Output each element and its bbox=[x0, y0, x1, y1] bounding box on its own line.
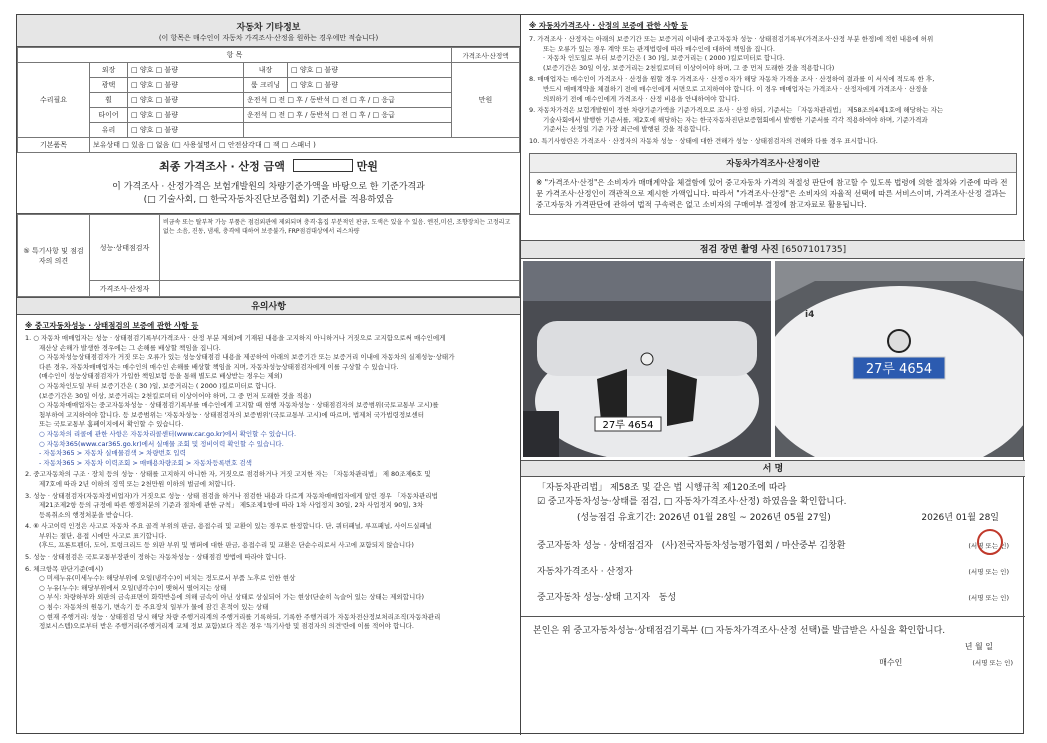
notice-line: ○ 부식: 차량하부와 외판의 금속표면이 화학반응에 의해 금속이 아닌 상태로 상실되어 가는 현상(단순히 녹슬어 있는 상태는 제외합니다) bbox=[39, 593, 425, 602]
notice-line: 3. 성능 · 상태점검자(자동차정비업자)가 거짓으로 성능 · 상태 점검을 하거나 점검한 내용과 다르게 자동차매매업자에게 알린 경우 「자동차관리법 bbox=[25, 491, 438, 500]
notice-line: 또는 국토교통부 홈페이지에서 확인할 수 있습니다. bbox=[39, 420, 184, 429]
right-column bbox=[521, 15, 1025, 735]
car-front-image bbox=[523, 261, 771, 457]
price-line1: 이 가격조사 · 산정가격은 보험개발원의 차량기준가액을 바탕으로 한 기준가격과 bbox=[112, 182, 425, 192]
row-check[interactable]: □ 양호 □ 불량 bbox=[128, 123, 244, 138]
notice-line: - 자동차365 > 자동차 이력조회 > 매매용차량조회 > 자동차등록번호 검색 bbox=[39, 458, 252, 467]
notice-line: ○ 누유(누수): 해당부위에서 오일(냉각수)이 맺혀서 떨어지는 상태 bbox=[39, 583, 227, 592]
notice-line: 정보시스템)으로부터 받은 주행거리(주행거리계 교체 정보 포함)보다 적은 경우 '특기사항 및 점검자의 의견'란에 이를 적어야 합니다. bbox=[39, 622, 414, 631]
other-info-subtitle: (이 항목은 매수인이 자동차 가격조사·산정을 원하는 경우에만 적습니다) bbox=[158, 34, 379, 42]
special-r2: 가격조사·산정자 bbox=[90, 281, 160, 297]
model-badge: i4 bbox=[805, 310, 815, 320]
notice-line: 7. 가격조사 · 산정자는 아래의 보증기간 또는 보증거리 이내에 중고자동차 성능 · 상태점검기록부(가격조사·산정 부분 한정)에 적힌 내용에 허위 bbox=[529, 35, 934, 43]
row-check[interactable]: □ 양호 □ 불량 bbox=[128, 93, 244, 108]
row-check[interactable]: 운전석 □ 전 □ 후 / 동반석 □ 전 □ 후 / □ 응급 bbox=[244, 108, 452, 123]
rear-photo bbox=[775, 261, 1023, 457]
notice-line: 5. 성능 · 상태점검은 국토교통부장관이 정하는 자동차성능 · 상태점검 방법에 따라야 합니다. bbox=[25, 553, 287, 562]
price-info-box bbox=[529, 153, 1017, 215]
other-info-title: 자동차 기타정보 bbox=[236, 23, 301, 33]
notice-line: 4. ⑥ 사고이력 인정은 사고로 자동차 주요 골격 부위의 판금, 용접수리 및 교환이 있는 경우로 한정합니다. 단, 쿼터패널, 루프패널, 사이드실패널 bbox=[25, 522, 432, 531]
photo-code: [6507101735] bbox=[781, 245, 847, 255]
sign-r3: 중고자동차 성능·상태 고지자 bbox=[537, 593, 650, 603]
notice-line: (보증기간은 30일 이상, 보증거리는 2천킬로미터 이상이어야 하며, 그 중 먼저 도래한 것을 적용) bbox=[39, 391, 312, 400]
notice-line: 첨부하여 고지하여야 합니다. 등 보증범위는 '자동차성능 · 상태점검자의 보증범위'(국토교통부 고시)에 따르며, 법제처 국가법령정보센터 bbox=[39, 410, 424, 419]
notice-line: 6. 체크항목 판단기준(예시) bbox=[25, 564, 104, 573]
col-item: 항 목 bbox=[18, 48, 452, 63]
notice-line: (매수인이 성능상태점검자가 가입한 책임보험 등을 통해 별도로 배상받는 경우는 제외) bbox=[39, 372, 283, 381]
row-label: 내장 bbox=[244, 63, 288, 78]
notice-line: 다른 경우, 자동차매매업자는 매수인의 매수인 손해를 배상할 책임을 지며, 자동차성능상태점검자에게 이를 구상할 수 있습니다. bbox=[39, 362, 399, 371]
sign-r3-value: 동성 bbox=[658, 593, 677, 603]
sign-title: 서 명 bbox=[521, 461, 1025, 477]
left-column bbox=[17, 15, 521, 735]
notice-line: ○ 자동차365(www.car365.go.kr)에서 실매물 조회 및 정비이력 확인할 수 있습니다. bbox=[39, 439, 284, 448]
row-label: 광택 bbox=[90, 78, 128, 93]
notice-line: ○ 자동차성능상태점검자가 거짓 또는 오류가 있는 성능상태점검 내용을 제공하여 아래의 보증기간 또는 보증거리 이내에 자동차의 실제성능·상태가 bbox=[39, 353, 455, 362]
sign-section bbox=[521, 477, 1025, 617]
basic-label: 기본품목 bbox=[18, 138, 90, 153]
notice-line: 제21조제2항 등의 규정에 따른 행정처분의 기준과 절차에 관한 규칙」 제5조제1항에 따라 1차 사업정지 30일, 2차 사업정지 90일, 3차 bbox=[39, 501, 424, 510]
notice-heading: ※ 중고자동차성능 · 상태점검의 보증에 관한 사항 등 bbox=[25, 321, 199, 330]
notice-line: - 자동차365 > 자동차 실매물검색 > 차량번호 입력 bbox=[39, 449, 186, 458]
price-info-text: ※ "가격조사·산정"은 소비자가 매매계약을 체결함에 있어 중고자동차 가격의 적절성 판단에 참고할 수 있도록 법령에 의한 절차와 기준에 따라 전문 가격조사·산정인이 객관적으로 제시한 가액입니다. 따라서 "가격조사·산정"은 소비자의 자율적 선택에 따른 서비스이며, 가격조사·산정 결과는 중고자동차 가격판단에 관하여 법적 구속력은 없고 소비자의 구매여부 결정에 참고자료로 활용됩니다. bbox=[536, 177, 1008, 209]
car-rear-image bbox=[775, 261, 1023, 457]
sign-r1: 중고자동차 성능 · 상태점검자 bbox=[537, 541, 653, 551]
notice-line: 의뢰하기 전에 매수인에게 가격조사 · 산정 비용을 안내하여야 합니다. bbox=[543, 94, 740, 103]
special-label: ⑤ 특기사항 및 점검자의 의견 bbox=[18, 215, 90, 297]
notice-line: ○ 미세누유(미세누수): 해당부위에 오일(냉각수)이 비치는 정도로서 부품 노후로 인한 현상 bbox=[39, 574, 296, 583]
sign-r3-sign: (서명 또는 인) bbox=[968, 594, 1009, 602]
sign-line2: ☑ 중고자동차성능·상태를 점검, □ 자동차가격조사·산정) 하였음을 확인합니다. bbox=[537, 497, 847, 507]
notice-line: ○ 자동차의 리콜에 관한 사항은 자동차리콜센터(www.car.go.kr)에서 확인할 수 있습니다. bbox=[39, 429, 297, 438]
photo-header bbox=[521, 241, 1025, 259]
price-line2: (□ 기술사회, □ 한국자동차진단보증협회) 기준서를 적용하였음 bbox=[143, 195, 394, 205]
notice-line: (보증기간은 30일 이상, 보증거리는 2천킬로미터 이상이어야 하며, 그 중 먼저 도래한 것을 적용합니다) bbox=[543, 63, 835, 72]
sign-r2-sign: (서명 또는 인) bbox=[968, 568, 1009, 576]
guarantee-section bbox=[521, 15, 1025, 241]
notice-line: 재산상 손해가 발생한 경우에는 그 손해를 배상할 책임을 집니다. bbox=[39, 343, 221, 352]
seal-stamp bbox=[977, 529, 1003, 555]
photo-title: 점검 장면 촬영 사진 bbox=[699, 245, 779, 255]
buyer-sign: (서명 또는 인) bbox=[972, 659, 1013, 667]
front-photo bbox=[523, 261, 771, 457]
notice-line: (후드, 프론트펜더, 도어, 트렁크리드 등 외판 부위 및 범퍼에 대한 판금, 용접수리 및 교환은 단순수리로서 사고에 포함되지 않습니다) bbox=[39, 541, 414, 550]
special-r1: 성능·상태점검자 bbox=[90, 215, 160, 281]
notice-line: 1. ○ 자동차 매매업자는 성능 · 상태점검기록부(가격조사 · 산정 부분 제외)에 기재된 내용을 고지하지 아니하거나 거짓으로 고지함으로써 매수인에게 bbox=[25, 334, 446, 342]
repair-label: 수리필요 bbox=[18, 63, 90, 138]
sign-r1-value: (사)전국자동차성능평가협회 / 마산중부 김창환 bbox=[661, 541, 846, 551]
notice-line: ○ 현재 주행거리: 성능 · 상태점검 당시 해당 차량 주행거리계의 주행거리를 기록하되, 기록한 주행거리가 자동차전산정보처리조직(자동차관리 bbox=[39, 612, 441, 621]
front-plate: 27루 4654 bbox=[602, 420, 654, 431]
notice-line: ○ 자동차매매업자는 중고자동차성능 · 상태점검기록부를 매수인에게 고지할 때 현행 자동차성능 · 상태점검자의 보증범위(국토교통부 고시)를 bbox=[39, 401, 439, 410]
sign-r1-sign: (서명 또는 인) bbox=[968, 542, 1009, 550]
notice-line: 9. 자동차가격은 보험개발원이 정한 차량기준가액을 기준가격으로 조사 · 산정 하되, 기준서는 「자동차관리법」 제58조의4제1호에 해당하는 자는 bbox=[529, 106, 944, 115]
sign-date: 2026년 01월 28일 bbox=[921, 513, 999, 523]
special-table bbox=[17, 214, 520, 297]
notice-line: 10. 특기사항란은 가격조사 · 산정자의 자동차 성능 · 상태에 대한 견해가 성능 · 상태점검자의 견해와 다를 경우 표시합니다. bbox=[529, 136, 878, 145]
price-unit: 만원 bbox=[356, 160, 378, 173]
sign-line1: 「자동차관리법」 제58조 및 같은 법 시행규칙 제120조에 따라 bbox=[537, 483, 787, 493]
notice-line: 기준서는 산정일 기준 가장 최근에 발행된 것을 적용합니다. bbox=[543, 125, 711, 134]
other-info-table bbox=[17, 47, 520, 153]
guarantee-list bbox=[529, 35, 1017, 147]
price-title: 최종 가격조사 · 산정 금액 bbox=[159, 160, 285, 173]
row-check[interactable]: □ 양호 □ 불량 bbox=[288, 78, 452, 93]
guarantee-heading: ※ 자동차가격조사 · 산정의 보증에 관한 사항 등 bbox=[529, 21, 688, 30]
basic-row[interactable]: 보유상태 □ 있음 □ 없음 (□ 사용설명서 □ 안전삼각대 □ 잭 □ 스패너 ) bbox=[90, 138, 520, 153]
notice-title: 유의사항 bbox=[17, 297, 520, 315]
row-check[interactable]: □ 양호 □ 불량 bbox=[128, 108, 244, 123]
notice-line: 또는 오류가 있는 경우 계약 또는 관계법령에 따라 매수인에 대하여 책임을 집니다. bbox=[543, 44, 776, 53]
notice-line: ○ 자동차인도일 부터 보증기간은 ( 30 )일, 보증거리는 ( 2000 )킬로미터로 합니다. bbox=[39, 381, 277, 390]
sign-r2: 자동차가격조사 · 산정자 bbox=[537, 567, 633, 577]
notice-line: 등록취소의 행정처분을 받습니다. bbox=[39, 510, 134, 519]
rear-plate: 27루 4654 bbox=[865, 362, 933, 377]
issue-ymd: 년 월 일 bbox=[964, 642, 993, 651]
notice-line: 기술사회에서 발행한 기준서를, 제2호에 해당하는 자는 한국자동차진단보증협회에서 발행한 기준서를 각각 적용하여야 하며, 기준가격과 bbox=[543, 115, 928, 124]
unit-label: 만원 bbox=[452, 63, 520, 138]
notice-line: 2. 중고자동차의 구조 · 장치 등의 성능 · 상태를 고지하지 아니한 자, 거짓으로 점검하거나 거짓 고지한 자는 「자동차관리법」 제 80조제6호 및 bbox=[25, 470, 431, 479]
col-price: 가격조사·산정액 bbox=[452, 48, 520, 63]
price-section bbox=[17, 153, 520, 214]
row-label: 룸 크리닝 bbox=[244, 78, 288, 93]
photo-area bbox=[521, 259, 1025, 461]
notice-line: 반드시 매매계약을 체결하기 전에 매수인에게 서면으로 고지하여야 합니다. 이 경우 매매업자는 가격조사 · 산정자에게 가격조사 · 산정을 bbox=[543, 84, 928, 93]
price-input[interactable] bbox=[293, 159, 353, 172]
notice-line: 제7호에 따라 2년 이하의 징역 또는 2천만원 이하의 벌금에 처합니다. bbox=[39, 479, 236, 488]
issue-text: 본인은 위 중고자동차성능·상태점검기록부 (□ 자동차가격조사·산정 선택)를 발급받은 사실을 확인합니다. bbox=[533, 626, 946, 636]
notice-line: 8. 매매업자는 매수인이 가격조사 · 산정을 원할 경우 가격조사 · 산정ㅇ자가 해당 자동차 가격을 조사 · 산정하여 결과를 이 서식에 적도록 한 후, bbox=[529, 75, 935, 84]
row-label: 외장 bbox=[90, 63, 128, 78]
notice-body bbox=[17, 315, 520, 637]
row-label: 휠 bbox=[90, 93, 128, 108]
notice-line: 부위는 절단, 용접 시에만 사고로 표기합니다. bbox=[39, 531, 167, 540]
row-check[interactable]: □ 양호 □ 불량 bbox=[128, 63, 244, 78]
notice-line: · 자동차 인도일로 부터 보증기간은 ( 30 )일, 보증거리는 ( 2000 )킬로미터로 합니다. bbox=[543, 54, 785, 63]
special-note: 비금속 또는 탈부착 가능 부품은 점검외관에 제외되며 충격·흠집 부분적인 판금, 도색은 있을 수 있음. 엔진,미션, 조향장치는 고정리고없는 소음, 진동, 냄새, 충격에 대하여 보증불가, FRP점검대상에서 리스차량 bbox=[160, 215, 520, 281]
row-label: 유리 bbox=[90, 123, 128, 138]
price-info-title: 자동차가격조사·산정이란 bbox=[530, 154, 1016, 173]
notice-line: ○ 침수: 자동차의 원동기, 변속기 등 주요장치 일부가 물에 잠긴 흔적이 있는 상태 bbox=[39, 603, 269, 612]
inspection-form bbox=[16, 14, 1024, 734]
row-label: 타이어 bbox=[90, 108, 128, 123]
sign-valid: (성능점검 유효기간: 2026년 01월 28일 ~ 2026년 05월 27일) bbox=[577, 513, 831, 523]
other-info-header bbox=[17, 15, 520, 47]
buyer-label: 매수인 bbox=[879, 658, 903, 667]
row-check[interactable]: □ 양호 □ 불량 bbox=[128, 78, 244, 93]
row-check[interactable]: □ 양호 □ 불량 bbox=[288, 63, 452, 78]
issue-section bbox=[521, 617, 1025, 677]
row-check[interactable]: 운전석 □ 전 □ 후 / 동반석 □ 전 □ 후 / □ 응급 bbox=[244, 93, 452, 108]
notice-list bbox=[25, 334, 512, 632]
